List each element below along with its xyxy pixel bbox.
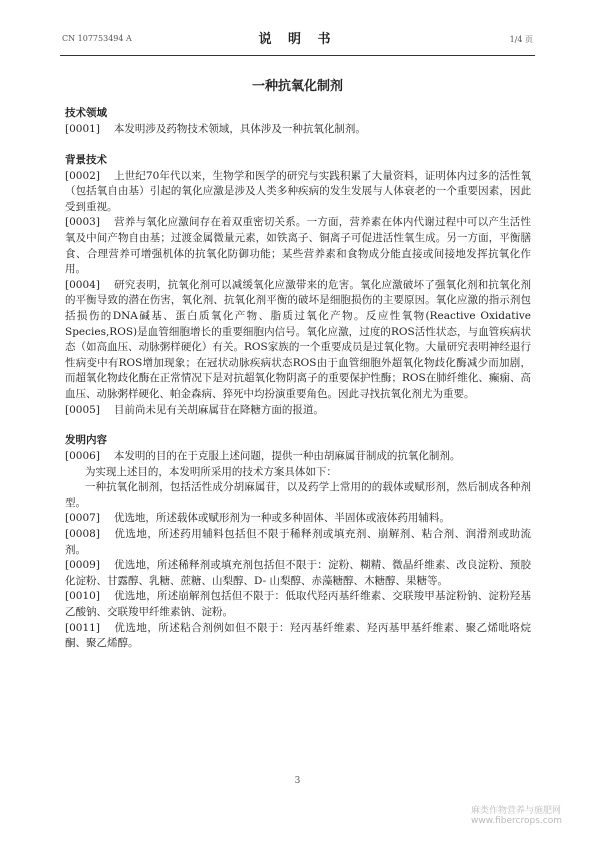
paragraph-number: [0008]	[65, 528, 100, 541]
page-header	[62, 28, 533, 50]
document-type: 说 明 书	[258, 32, 337, 47]
paragraph-number: [0001]	[65, 123, 100, 135]
paragraph-number: [0009]	[65, 559, 100, 572]
paragraph-text: 一种抗氧化制剂，包括活性成分胡麻属苷，以及药学上常用的的载体或赋形剂，然后制成各种剂型。	[65, 481, 531, 509]
header-divider	[60, 55, 535, 56]
document-body	[65, 104, 531, 652]
paragraph	[65, 589, 531, 620]
watermark	[471, 803, 591, 826]
paragraph	[65, 403, 531, 419]
paragraph	[65, 558, 531, 589]
page-indicator: 1/4 页	[509, 35, 533, 44]
paragraph-number: [0006]	[65, 450, 100, 463]
paragraph-number: [0004]	[65, 278, 100, 291]
paragraph-number: [0011]	[65, 621, 100, 634]
page-number: 3	[294, 776, 301, 786]
paragraph	[65, 122, 531, 138]
paragraph-text: 目前尚未见有关胡麻属苷在降糖方面的报道。	[113, 403, 324, 416]
patent-number: CN 107753494 A	[62, 34, 132, 43]
section-heading: 技术领域	[65, 107, 107, 119]
paragraph	[65, 215, 531, 277]
paragraph	[65, 465, 531, 481]
paragraph-number: [0007]	[65, 512, 100, 525]
paragraph	[65, 511, 531, 527]
paragraph-text: 为实现上述目的，本发明所采用的技术方案具体如下：	[84, 465, 337, 478]
paragraph-text: 本发明的目的在于克服上述问题，提供一种由胡麻属苷制成的抗氧化制剂。	[113, 450, 461, 463]
paragraph	[65, 278, 531, 403]
paragraph-text: 研究表明，抗氧化剂可以减缓氧化应激带来的危害。氧化应激破坏了强氧化剂和抗氧化剂的平衡导致的潜在伤害，氧化剂、抗氧化剂平衡的破坏是细胞损伤的主要原因。氧化应激的指示剂包括损伤的DNA碱基、蛋白质氧化产物、脂质过氧化产物。反应性氧物(Reactive Oxidative Species,ROS)是血管细胞增长的重要细胞内信号。氧化应激，过度的ROS活性状态，与血管疾病状态（如高血压、动脉粥样硬化）有关。ROS家族的一个重要成员是过氧化物。大量研究表明神经退行性病变中有ROS增加现象；在冠状动脉疾病状态ROS由于血管细胞外超氧化物歧化酶减少而加剧，而超氧化物歧化酶在正常情况下是对抗超氧化物阴离子的重要保护性酶；ROS在肺纤维化、癫痫、高血压、动脉粥样硬化、帕金森病、猝死中均扮演重要角色。因此寻找抗氧化剂尤为重要。	[65, 278, 531, 400]
paragraph	[65, 480, 531, 511]
paragraph-text: 优选地，所述粘合剂例如但不限于：羟丙基纤维素、羟丙基甲基纤维素、聚乙烯吡咯烷酮、聚乙烯醇。	[65, 621, 531, 650]
paragraph-number: [0010]	[65, 590, 100, 603]
section-heading: 背景技术	[65, 153, 107, 166]
paragraph	[65, 621, 531, 652]
watermark-site-name: 麻类作物营养与施肥网	[471, 806, 562, 816]
paragraph-number: [0003]	[65, 216, 100, 229]
paragraph-text: 上世纪70年代以来，生物学和医学的研究与实践积累了大量资料，证明体内过多的活性氧（包括氧自由基）引起的氧化应激是涉及人类多种疾病的发生发展与人体衰老的一个重要因素，因此受到重视。	[65, 169, 531, 213]
paragraph	[65, 527, 531, 558]
paragraph-number: [0002]	[65, 169, 100, 182]
paragraph-number: [0005]	[65, 403, 100, 416]
paragraph-text: 优选地，所述崩解剂包括但不限于：低取代羟丙基纤维素、交联羧甲基淀粉钠、淀粉羟基乙酸钠、交联羧甲纤维素钠、淀粉。	[65, 590, 531, 619]
watermark-url: www.fibercrops.com	[471, 816, 562, 826]
paragraph-text: 优选地，所述药用辅料包括但不限于稀释剂或填充剂、崩解剂、粘合剂、润滑剂或助流剂。	[65, 528, 531, 556]
paragraph-text: 优选地，所述稀释剂或填充剂包括但不限于：淀粉、糊精、微晶纤维素、改良淀粉、预胶化淀粉、甘露醇、乳糖、蔗糖、山梨醇、D- 山梨醇、赤藻糖醇、木糖醇、果糖等。	[65, 559, 531, 587]
paragraph-text: 营养与氧化应激间存在着双重密切关系。一方面，营养素在体内代谢过程中可以产生活性氧及中间产物自由基；过渡金属微量元素，如铁离子、铜离子可促进活性氧生成。另一方面，平衡膳食、合理营养可增强机体的抗氧化防御功能；某些营养素和食物成分能直接或间接地发挥抗氧化作用。	[65, 216, 531, 276]
paragraph-text: 本发明涉及药物技术领域，具体涉及一种抗氧化制剂。	[113, 123, 366, 135]
paragraph	[65, 449, 531, 465]
paragraph-text: 优选地，所述载体或赋形剂为一种或多种固体、半固体或液体药用辅料。	[113, 512, 450, 525]
paragraph	[65, 169, 531, 216]
section-heading: 发明内容	[65, 434, 107, 447]
document-title: 一种抗氧化制剂	[251, 79, 343, 94]
